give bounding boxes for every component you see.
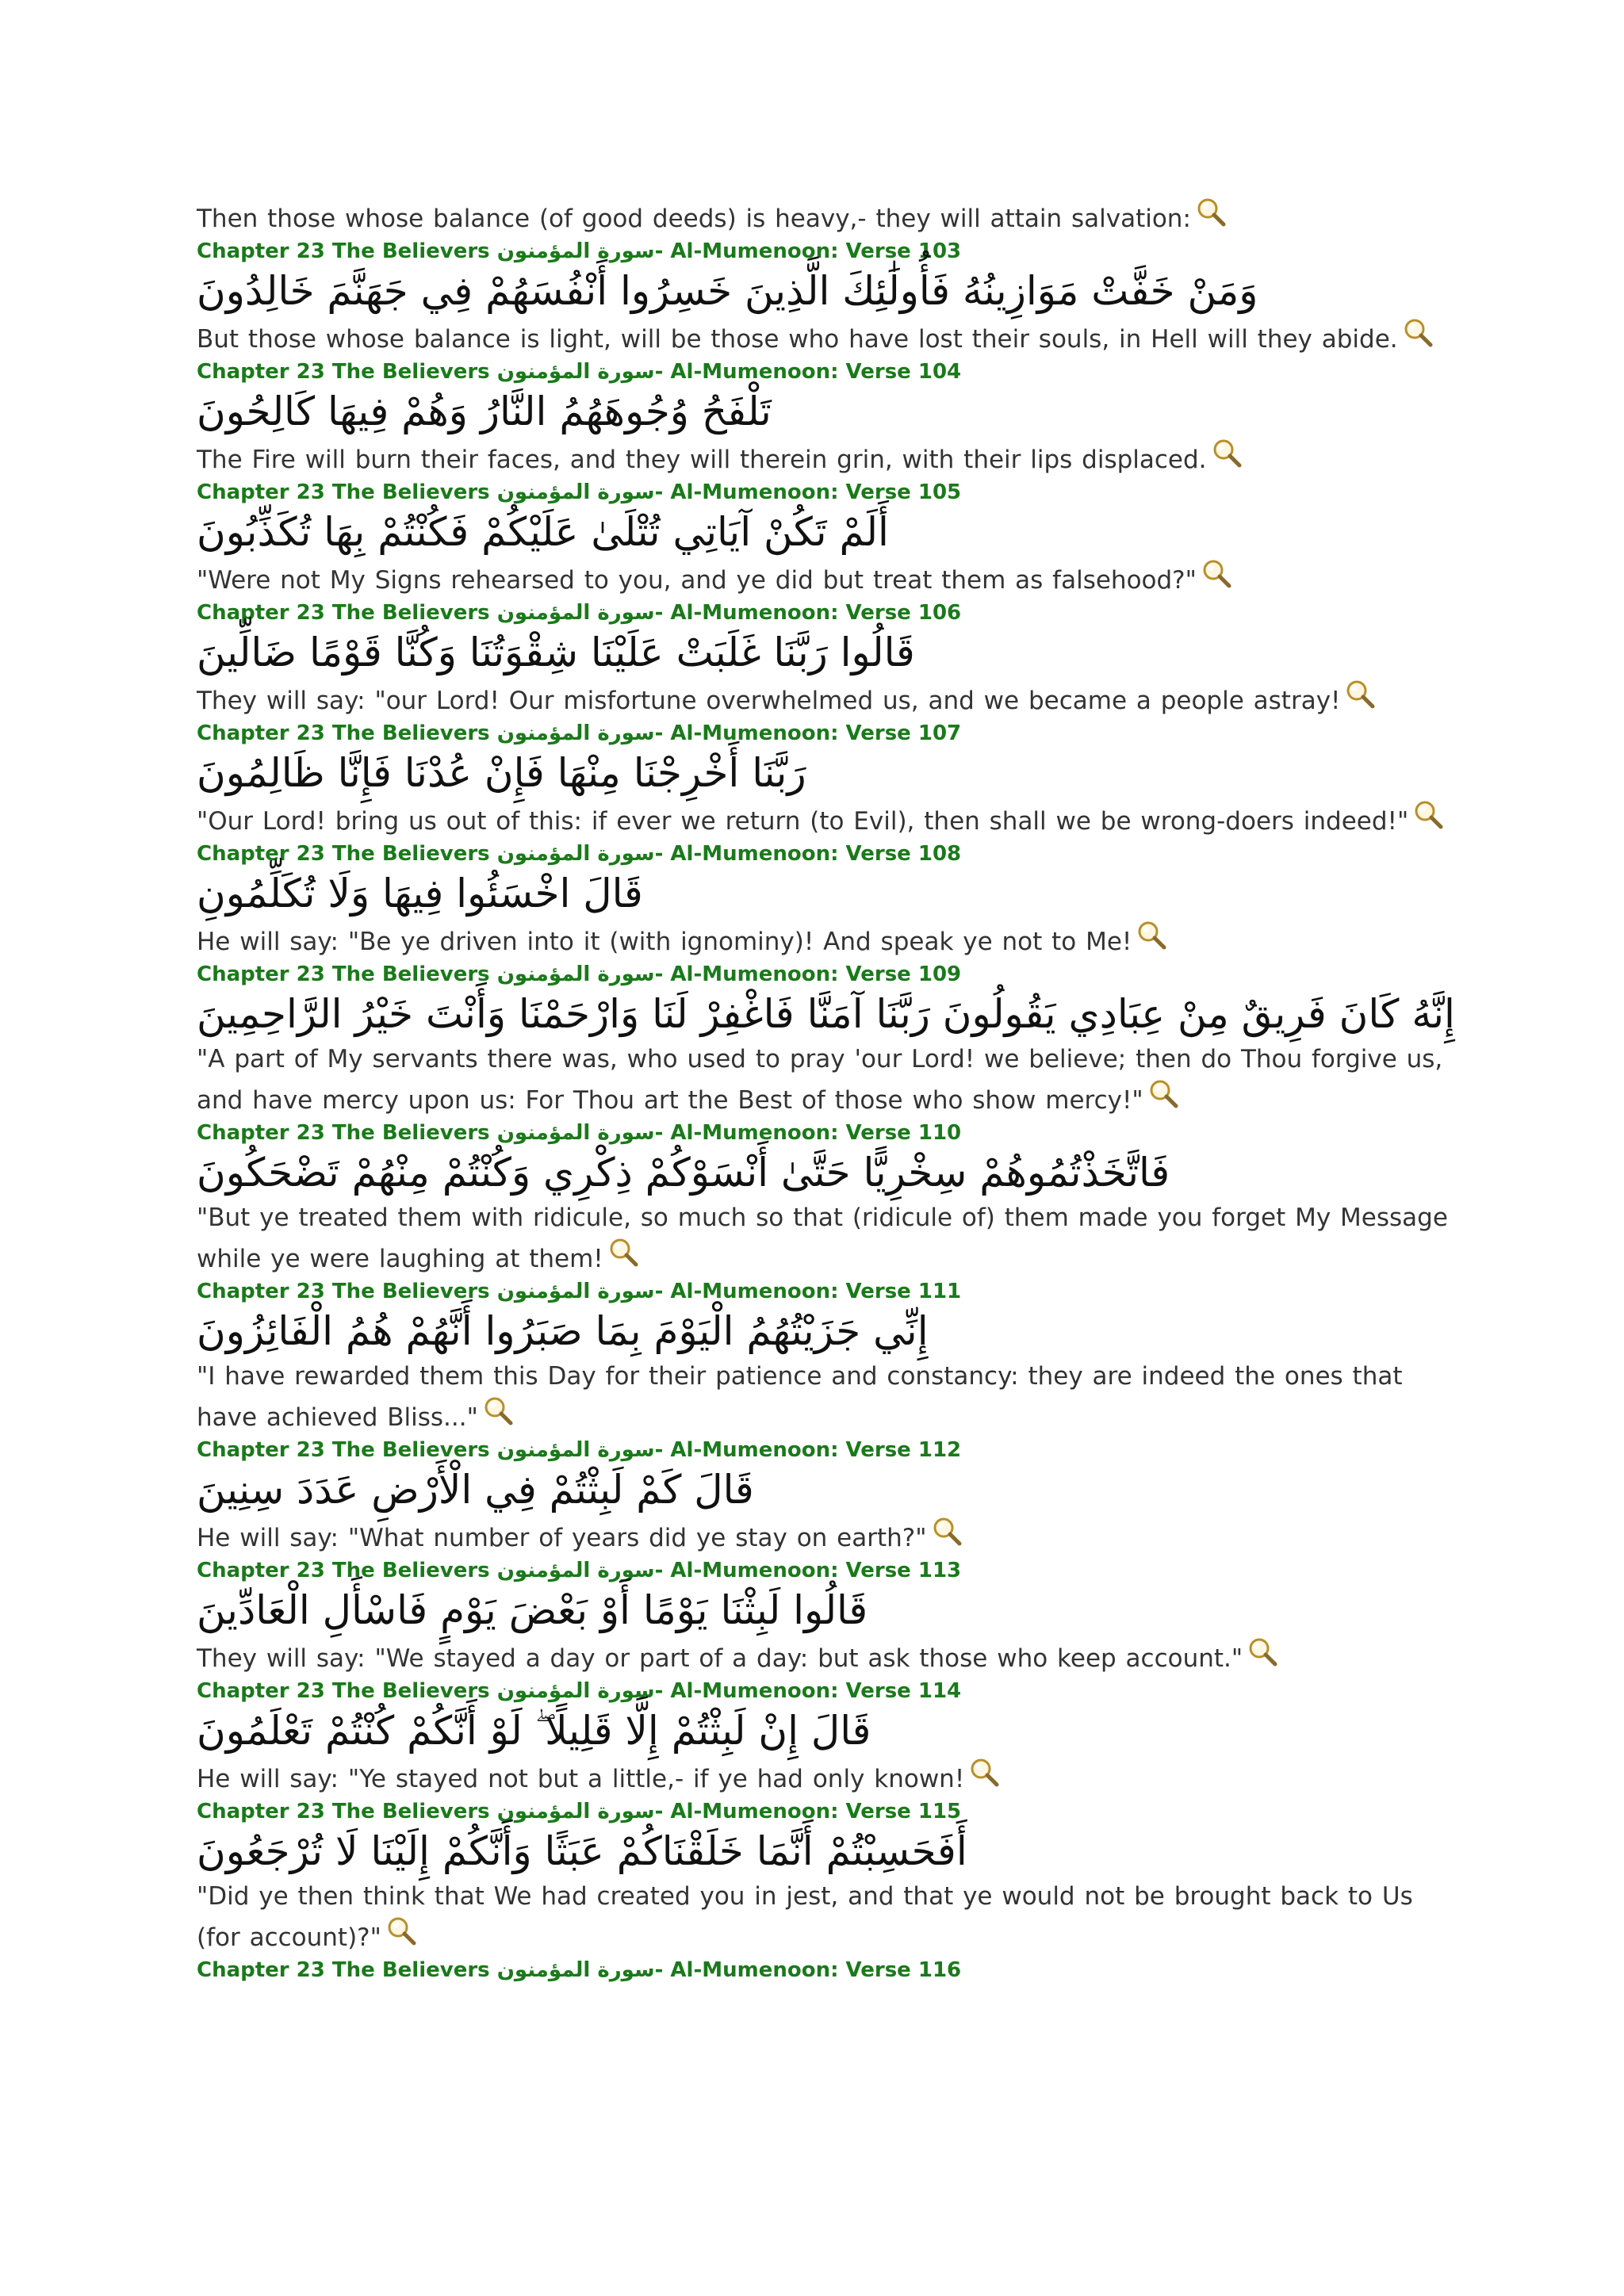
verse-block [197,1798,1450,1957]
magnifier-icon[interactable] [1403,317,1434,349]
verse-translation [197,317,1450,358]
magnifier-icon[interactable] [608,1237,640,1269]
sura-separator: - Al-Mumenoon: Verse [654,1800,911,1823]
sura-separator: - Al-Mumenoon: Verse [654,601,911,625]
sura-name-arabic: سورة المؤمنون [496,1559,655,1582]
magnifier-icon[interactable] [1413,799,1445,831]
sura-name-arabic: سورة المؤمنون [496,1958,655,1982]
verse-block [197,599,1450,720]
verse-number: 103 [917,239,962,263]
translation-text: "But ye treated them with ridicule, so much so that (ridicule of) them made you forget My Message while ye were laughing at them! [197,1203,1448,1273]
chapter-label: Chapter 23 The Believers [197,1679,490,1703]
sura-separator: - Al-Mumenoon: Verse [654,1559,911,1582]
sura-separator: - Al-Mumenoon: Verse [654,721,911,745]
verse-translation [197,679,1450,720]
chapter-label: Chapter 23 The Believers [197,1559,490,1582]
sura-name-arabic: سورة المؤمنون [496,1679,655,1703]
verse-number: 107 [917,721,962,745]
magnifier-icon[interactable] [1247,1636,1279,1668]
arabic-verse-text [197,506,1450,558]
verse-block [197,720,1450,840]
verse-header [197,358,1450,385]
translation-text: They will say: "We stayed a day or part of a day: but ask those who keep account." [197,1644,1243,1673]
verse-block [197,840,1450,961]
translation-text: But those whose balance is light, will be those who have lost their souls, in Hell will they abide. [197,325,1398,354]
verse-number: 116 [917,1958,962,1982]
sura-name-arabic: سورة المؤمنون [496,480,655,504]
verse-102-translation: Then those whose balance (of good deeds) is heavy,- they will attain salvation: [197,197,1450,238]
verse-block [197,1678,1450,1798]
verse-header [197,1798,1450,1825]
magnifier-icon[interactable] [1148,1078,1180,1110]
sura-name-arabic: سورة المؤمنون [496,360,655,384]
verse-translation [197,799,1450,840]
chapter-label: Chapter 23 The Believers [197,1280,490,1303]
chapter-label: Chapter 23 The Believers [197,1800,490,1823]
magnifier-icon[interactable] [1345,679,1377,710]
verse-header [197,1557,1450,1584]
verse-number: 112 [917,1438,962,1462]
arabic-text: وَمَنْ خَفَّتْ مَوَازِينُهُ فَأُولَٰئِكَ الَّذِينَ خَسِرُوا أَنْفُسَهُمْ فِي جَهَنَّمَ خَالِدُونَ [197,268,1258,314]
arabic-text: قَالَ إِنْ لَبِثْتُمْ إِلَّا قَلِيلًا ۖ لَوْ أَنَّكُمْ كُنْتُمْ تَعْلَمُونَ [197,1708,871,1754]
translation-text: "A part of My servants there was, who used to pray 'our Lord! we believe; then do Thou forgive us, and have mercy upon us: For Thou art the Best of those who show mercy!" [197,1045,1443,1115]
verse-translation [197,1757,1450,1798]
verse-translation [197,1516,1450,1557]
verse-header [197,1437,1450,1464]
chapter-label: Chapter 23 The Believers [197,239,490,263]
verse-header [197,1119,1450,1146]
sura-name-arabic: سورة المؤمنون [496,601,655,625]
magnifier-icon[interactable] [1201,558,1233,590]
verse-header [197,599,1450,626]
chapter-label: Chapter 23 The Believers [197,480,490,504]
verse-number: 106 [917,601,962,625]
chapter-label: Chapter 23 The Believers [197,1438,490,1462]
arabic-text: قَالَ اخْسَئُوا فِيهَا وَلَا تُكَلِّمُونِ [197,871,643,916]
verse-number: 111 [917,1280,962,1303]
verse-block [197,1119,1450,1278]
translation-text: He will say: "What number of years did ye stay on earth?" [197,1524,927,1552]
arabic-verse-text [197,988,1455,1040]
arabic-text: إِنِّي جَزَيْتُهُمُ الْيَوْمَ بِمَا صَبَرُوا أَنَّهُمْ هُمُ الْفَائِزُونَ [197,1308,929,1354]
magnifier-icon[interactable] [483,1395,515,1427]
chapter-label: Chapter 23 The Believers [197,360,490,384]
verse-translation [197,1877,1450,1957]
arabic-verse-text [197,626,1450,679]
sura-separator: - Al-Mumenoon: Verse [654,1958,911,1982]
magnifier-icon[interactable] [969,1757,1001,1789]
verse-header [197,1678,1450,1705]
sura-separator: - Al-Mumenoon: Verse [654,1438,911,1462]
arabic-verse-text [197,385,1450,438]
verse-translation [197,920,1450,961]
verse-translation [197,1040,1450,1119]
verse-number: 115 [917,1800,962,1823]
magnifier-icon[interactable] [1212,438,1243,469]
verse-block [197,1557,1450,1678]
verse-number: 113 [917,1559,962,1582]
verse-number: 104 [917,360,962,384]
verse-number: 105 [917,480,962,504]
verse-block [197,238,1450,358]
translation-text: "Our Lord! bring us out of this: if ever we return (to Evil), then shall we be wrong-doers indeed!" [197,807,1409,836]
sura-name-arabic: سورة المؤمنون [496,239,655,263]
sura-name-arabic: سورة المؤمنون [496,1438,655,1462]
sura-separator: - Al-Mumenoon: Verse [654,360,911,384]
arabic-verse-text [197,1305,1450,1357]
translation-text: They will say: "our Lord! Our misfortune overwhelmed us, and we became a people astray! [197,687,1341,715]
arabic-text: قَالَ كَمْ لَبِثْتُمْ فِي الْأَرْضِ عَدَدَ سِنِينَ [197,1467,754,1513]
verse-translation [197,558,1450,599]
chapter-label: Chapter 23 The Believers [197,1121,490,1145]
verse-number: 108 [917,842,962,866]
magnifier-icon[interactable] [386,1915,418,1947]
chapter-label: Chapter 23 The Believers [197,601,490,625]
sura-separator: - Al-Mumenoon: Verse [654,239,911,263]
document-page [197,197,1455,1984]
translation-text: He will say: "Be ye driven into it (with ignominy)! And speak ye not to Me! [197,928,1132,956]
arabic-verse-text [197,867,1450,920]
arabic-verse-text [197,1584,1450,1636]
sura-separator: - Al-Mumenoon: Verse [654,1679,911,1703]
sura-name-arabic: سورة المؤمنون [496,1800,655,1823]
verse-block [197,479,1450,599]
verse-translation [197,438,1450,479]
sura-separator: - Al-Mumenoon: Verse [654,480,911,504]
magnifier-icon[interactable] [1196,197,1228,228]
magnifier-icon[interactable] [932,1516,963,1548]
verse-header [197,961,1450,988]
sura-separator: - Al-Mumenoon: Verse [654,1121,911,1145]
chapter-label: Chapter 23 The Believers [197,842,490,866]
sura-separator: - Al-Mumenoon: Verse [654,962,911,986]
arabic-text: رَبَّنَا أَخْرِجْنَا مِنْهَا فَإِنْ عُدْنَا فَإِنَّا ظَالِمُونَ [197,750,806,796]
verse-block [197,1278,1450,1437]
verse-translation [197,1636,1450,1678]
verse-header [197,720,1450,747]
verse-header [197,479,1450,506]
chapter-label: Chapter 23 The Believers [197,962,490,986]
arabic-verse-text [197,1464,1450,1516]
arabic-verse-text [197,265,1450,317]
verse-header [197,1957,1450,1984]
sura-name-arabic: سورة المؤمنون [496,1121,655,1145]
verse-number: 109 [917,962,962,986]
translation-text: The Fire will burn their faces, and they will therein grin, with their lips displaced. [197,446,1207,474]
arabic-verse-text [197,1705,1450,1757]
verse-translation [197,1199,1450,1278]
arabic-text: أَلَمْ تَكُنْ آيَاتِي تُتْلَىٰ عَلَيْكُمْ فَكُنْتُمْ بِهَا تُكَذِّبُونَ [197,509,889,555]
verse-header [197,238,1450,265]
chapter-label: Chapter 23 The Believers [197,721,490,745]
verse-block [197,1957,1450,1984]
arabic-text: أَفَحَسِبْتُمْ أَنَّمَا خَلَقْنَاكُمْ عَبَثًا وَأَنَّكُمْ إِلَيْنَا لَا تُرْجَعُونَ [197,1828,967,1874]
magnifier-icon[interactable] [1136,920,1168,951]
arabic-text: تَلْفَحُ وُجُوهَهُمُ النَّارُ وَهُمْ فِيهَا كَالِحُونَ [197,388,772,434]
translation-text: "Were not My Signs rehearsed to you, and ye did but treat them as falsehood?" [197,566,1197,595]
sura-name-arabic: سورة المؤمنون [496,962,655,986]
arabic-verse-text [197,1825,1450,1877]
arabic-verse-text [197,1146,1450,1199]
sura-separator: - Al-Mumenoon: Verse [654,1280,911,1303]
arabic-text: قَالُوا رَبَّنَا غَلَبَتْ عَلَيْنَا شِقْوَتُنَا وَكُنَّا قَوْمًا ضَالِّينَ [197,629,915,675]
arabic-text: قَالُوا لَبِثْنَا يَوْمًا أَوْ بَعْضَ يَوْمٍ فَاسْأَلِ الْعَادِّينَ [197,1587,868,1633]
arabic-verse-text [197,747,1450,799]
verse-number: 110 [917,1121,962,1145]
translation-text: He will say: "Ye stayed not but a little,- if ye had only known! [197,1765,965,1793]
arabic-text: إِنَّهُ كَانَ فَرِيقٌ مِنْ عِبَادِي يَقُولُونَ رَبَّنَا آمَنَّا فَاغْفِرْ لَنَا وَارْحَمْنَا وَأَنْتَ خَيْرُ الرَّاحِمِينَ [197,991,1455,1037]
sura-separator: - Al-Mumenoon: Verse [654,842,911,866]
chapter-label: Chapter 23 The Believers [197,1958,490,1982]
verse-block [197,358,1450,479]
verse-header [197,1278,1450,1305]
translation-text: "Did ye then think that We had created you in jest, and that ye would not be brought back to Us (for account)?" [197,1882,1413,1952]
sura-name-arabic: سورة المؤمنون [496,721,655,745]
verse-header [197,840,1450,867]
verse-translation [197,1357,1450,1437]
verse-block [197,1437,1450,1557]
verse-number: 114 [917,1679,962,1703]
arabic-text: فَاتَّخَذْتُمُوهُمْ سِخْرِيًّا حَتَّىٰ أَنْسَوْكُمْ ذِكْرِي وَكُنْتُمْ مِنْهُمْ تَضْحَكُونَ [197,1150,1170,1196]
verse-block [197,961,1455,1119]
translation-text: "I have rewarded them this Day for their patience and constancy: they are indeed the ones that have achieved Bliss..." [197,1362,1403,1432]
sura-name-arabic: سورة المؤمنون [496,842,655,866]
sura-name-arabic: سورة المؤمنون [496,1280,655,1303]
verse-list [197,238,1455,1984]
